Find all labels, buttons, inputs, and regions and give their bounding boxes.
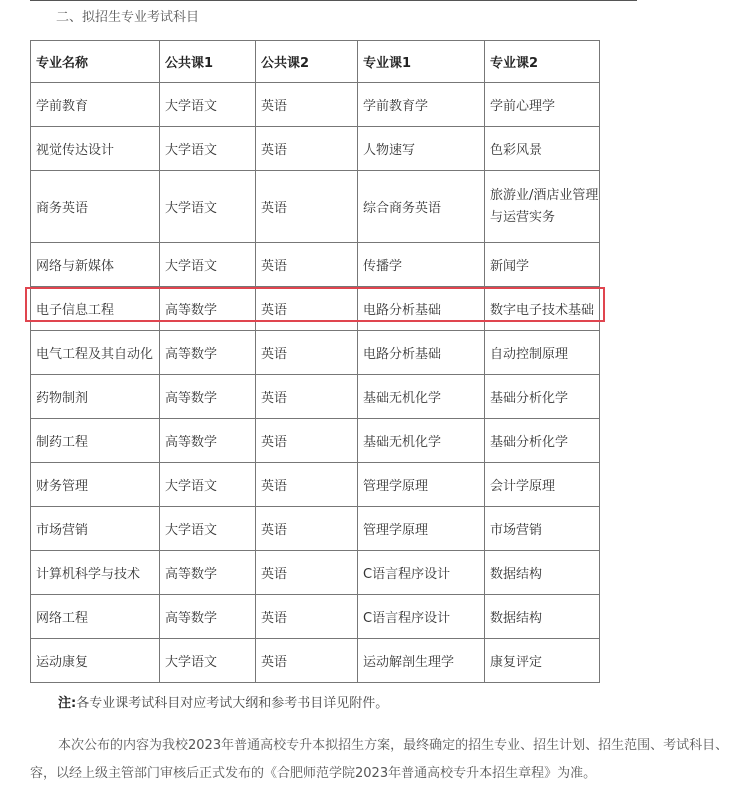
note-text: 各专业课考试科目对应考试大纲和参考书目详见附件。	[76, 696, 389, 711]
table-cell: 数据结构	[485, 551, 600, 595]
table-cell: 网络工程	[31, 595, 160, 639]
table-cell: 大学语文	[160, 171, 256, 243]
table-cell: 高等数学	[160, 375, 256, 419]
table-cell: 大学语文	[160, 463, 256, 507]
table-cell: 英语	[256, 595, 358, 639]
table-cell: 英语	[256, 551, 358, 595]
header-public-course-1: 公共课1	[160, 41, 256, 83]
table-row	[31, 171, 600, 243]
header-major-course-1: 专业课1	[358, 41, 485, 83]
table-cell: 英语	[256, 507, 358, 551]
table-cell: 英语	[256, 287, 358, 331]
table-cell: 英语	[256, 83, 358, 127]
table-cell: 英语	[256, 375, 358, 419]
table-cell: 基础分析化学	[485, 419, 600, 463]
table-cell: 电气工程及其自动化	[31, 331, 160, 375]
table-cell: 人物速写	[358, 127, 485, 171]
table-header-row	[31, 41, 600, 83]
table-cell: 会计学原理	[485, 463, 600, 507]
table-row	[31, 551, 600, 595]
table-cell: 财务管理	[31, 463, 160, 507]
table-body	[31, 83, 600, 683]
table-cell: 大学语文	[160, 243, 256, 287]
table-cell: 新闻学	[485, 243, 600, 287]
table-row	[31, 83, 600, 127]
table-cell: 高等数学	[160, 595, 256, 639]
table-cell: 旅游业/酒店业管理与运营实务	[485, 171, 600, 243]
table-cell: 英语	[256, 243, 358, 287]
table-cell: 市场营销	[31, 507, 160, 551]
table-row	[31, 127, 600, 171]
table-row	[31, 331, 600, 375]
table-cell: C语言程序设计	[358, 551, 485, 595]
exam-subjects-table	[30, 40, 600, 683]
table-cell: C语言程序设计	[358, 595, 485, 639]
header-major-course-2: 专业课2	[485, 41, 600, 83]
table-cell: 制药工程	[31, 419, 160, 463]
table-cell: 市场营销	[485, 507, 600, 551]
table-cell: 电子信息工程	[31, 287, 160, 331]
table-cell: 高等数学	[160, 287, 256, 331]
table-cell: 学前教育学	[358, 83, 485, 127]
table-cell: 大学语文	[160, 639, 256, 683]
table-cell: 色彩风景	[485, 127, 600, 171]
table-cell: 电路分析基础	[358, 287, 485, 331]
table-row	[31, 463, 600, 507]
table-cell: 管理学原理	[358, 507, 485, 551]
table-row	[31, 287, 600, 331]
table-row	[31, 375, 600, 419]
table-row	[31, 419, 600, 463]
table-cell: 高等数学	[160, 419, 256, 463]
table-cell: 数字电子技术基础	[485, 287, 600, 331]
paragraph-line-2: 容，以经上级主管部门审核后正式发布的《合肥师范学院2023年普通高校专升本招生章程》为准。	[30, 766, 597, 781]
table-row	[31, 243, 600, 287]
table-cell: 基础无机化学	[358, 375, 485, 419]
table-cell: 综合商务英语	[358, 171, 485, 243]
table-cell: 学前教育	[31, 83, 160, 127]
table-cell: 英语	[256, 639, 358, 683]
table-cell: 英语	[256, 419, 358, 463]
note	[58, 692, 388, 711]
table-row	[31, 595, 600, 639]
table-cell: 高等数学	[160, 331, 256, 375]
table-cell: 药物制剂	[31, 375, 160, 419]
table-cell: 数据结构	[485, 595, 600, 639]
table-cell: 管理学原理	[358, 463, 485, 507]
paragraph-line-1: 本次公布的内容为我校2023年普通高校专升本拟招生方案，最终确定的招生专业、招生计划、招生范围、考试科目、	[58, 738, 729, 753]
table-cell: 电路分析基础	[358, 331, 485, 375]
table-cell: 基础无机化学	[358, 419, 485, 463]
header-major: 专业名称	[31, 41, 160, 83]
table-row	[31, 507, 600, 551]
table-cell: 运动康复	[31, 639, 160, 683]
table-cell: 康复评定	[485, 639, 600, 683]
table-cell: 英语	[256, 463, 358, 507]
table-cell: 基础分析化学	[485, 375, 600, 419]
table-cell: 大学语文	[160, 507, 256, 551]
section-heading: 二、拟招生专业考试科目	[56, 10, 200, 25]
table-cell: 运动解剖生理学	[358, 639, 485, 683]
table-cell: 网络与新媒体	[31, 243, 160, 287]
table-cell: 英语	[256, 331, 358, 375]
table-cell: 大学语文	[160, 127, 256, 171]
table-cell: 自动控制原理	[485, 331, 600, 375]
table-cell: 英语	[256, 171, 358, 243]
top-divider	[30, 0, 637, 1]
note-label: 注:	[58, 696, 77, 711]
table-cell: 高等数学	[160, 551, 256, 595]
table-row	[31, 639, 600, 683]
table-cell: 英语	[256, 127, 358, 171]
table-cell: 传播学	[358, 243, 485, 287]
table-cell: 学前心理学	[485, 83, 600, 127]
table-cell: 视觉传达设计	[31, 127, 160, 171]
header-public-course-2: 公共课2	[256, 41, 358, 83]
table-cell: 大学语文	[160, 83, 256, 127]
table-cell: 计算机科学与技术	[31, 551, 160, 595]
table-cell: 商务英语	[31, 171, 160, 243]
